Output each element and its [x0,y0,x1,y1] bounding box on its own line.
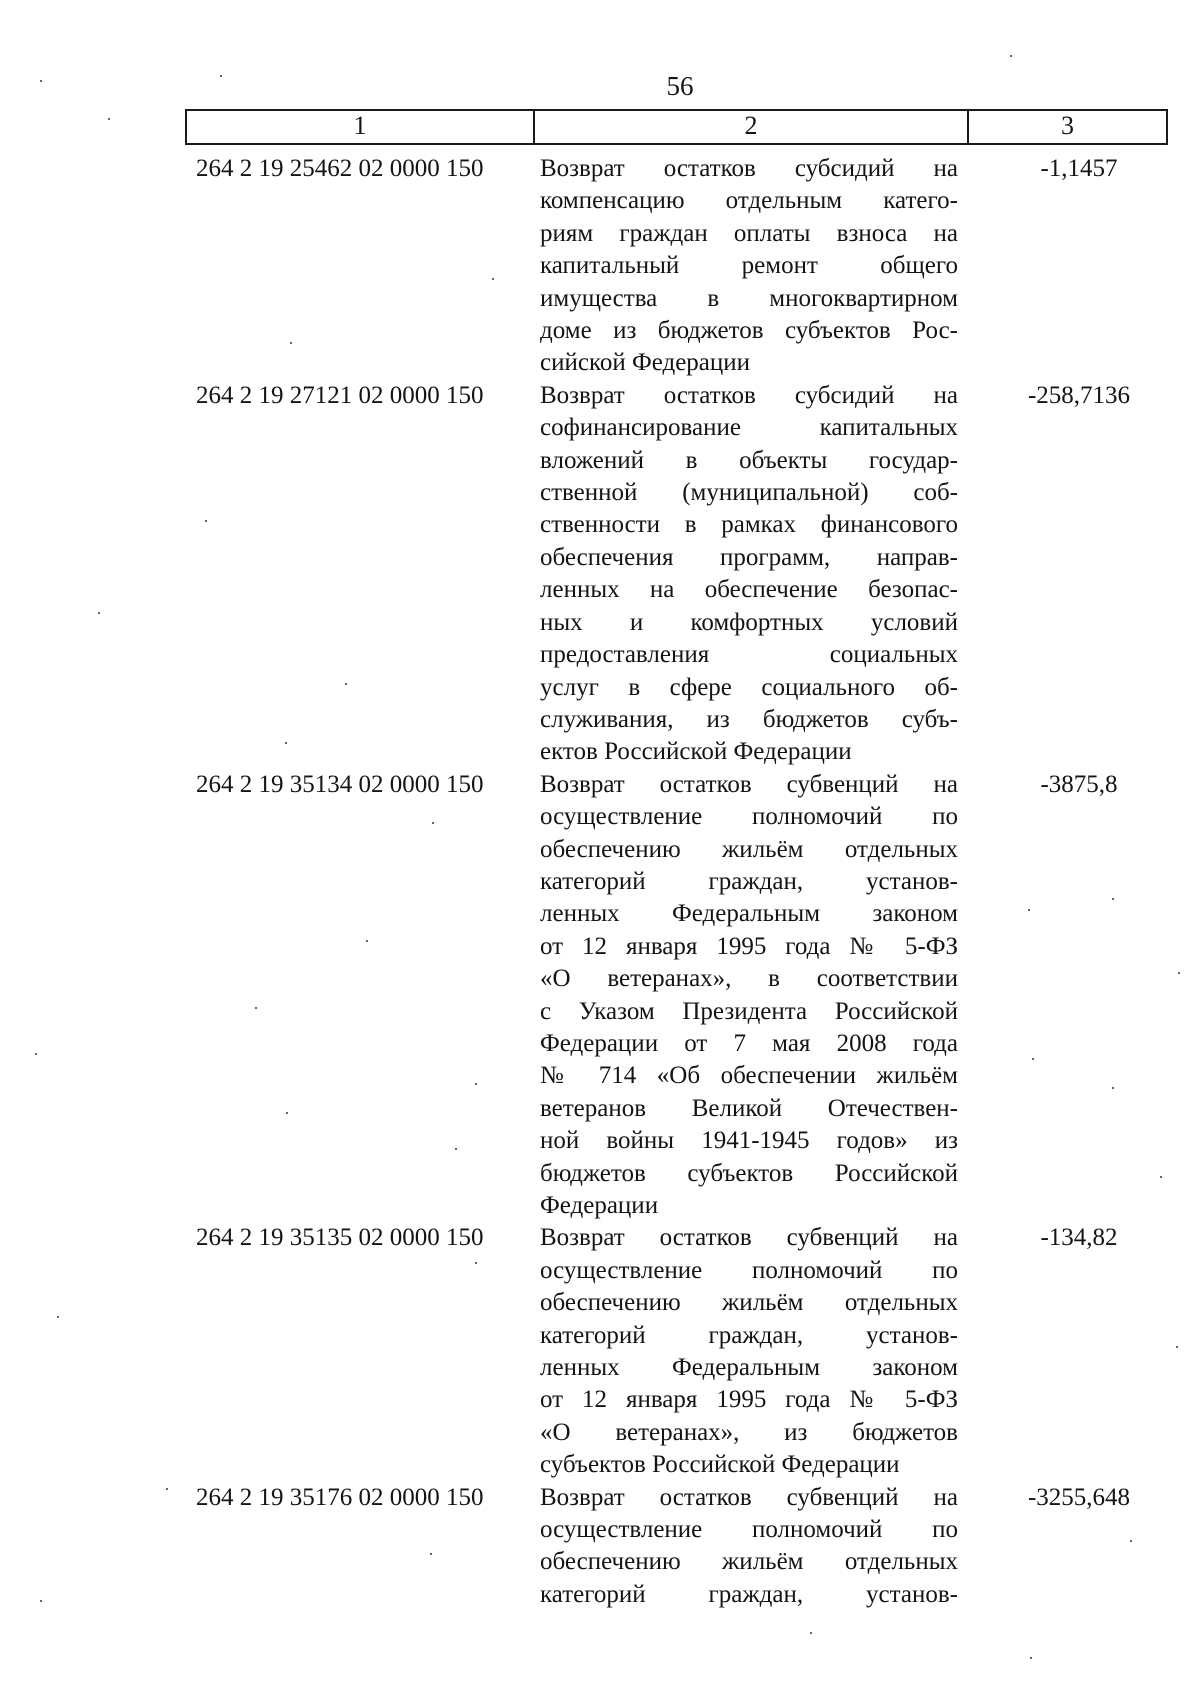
description-line: категорий граждан, установ- [540,1321,958,1349]
scan-speck [40,1600,42,1602]
amount: -258,7136 [1027,381,1131,409]
description-line: служивания, из бюджетов субъ- [540,705,958,733]
description-line: осуществление полномочий по [540,1516,958,1544]
description-line: осуществление полномочий по [540,1256,958,1284]
description-line: софинансирование капитальных [540,414,958,442]
scan-speck [220,75,222,77]
description-line: ной войны 1941-1945 годов» из [540,1127,958,1155]
scan-speck [290,342,292,344]
description-line: сийской Федерации [540,349,751,377]
description [540,1482,958,1612]
description-line: от 12 января 1995 года № 5-ФЗ [540,932,958,960]
amount: -134,82 [1040,1224,1118,1252]
scan-speck [40,80,42,82]
budget-code: 264 2 19 35134 02 0000 150 [196,770,484,798]
scan-speck [345,683,347,685]
description-line: обеспечению жильём отдельных [540,1289,958,1317]
description-line: ектов Российской Федерации [540,738,852,766]
description-line: имущества в многоквартирном [540,284,958,312]
scan-speck [1010,55,1012,57]
table-row [190,769,1170,1223]
description-line: Федерации от 7 мая 2008 года [540,1029,958,1057]
table-header [185,109,1168,145]
scan-speck [1030,1657,1032,1659]
description-line: ленных на обеспечение безопас- [540,576,958,604]
description-line: от 12 января 1995 года № 5-ФЗ [540,1386,958,1414]
scan-speck [286,1112,288,1114]
description-line: обеспечению жильём отдельных [540,1548,958,1576]
scan-speck [285,742,287,744]
scan-speck [492,278,494,280]
scan-speck [475,1083,477,1085]
header-col-1: 1 [187,111,535,143]
scan-speck [205,520,207,522]
table-row [190,153,1170,380]
amount: -3875,8 [1040,770,1118,798]
scan-speck [1028,909,1030,911]
description-line: услуг в сфере социального об- [540,673,958,701]
scan-speck [1032,1058,1034,1060]
description-line: Возврат остатков субсидий на [540,155,958,182]
description-line: риям граждан оплаты взноса на [540,219,958,247]
description-line: доме из бюджетов субъектов Рос- [540,317,958,345]
scan-speck [255,1007,257,1009]
header-col-3: 3 [1061,111,1074,140]
scan-speck [1112,1087,1114,1089]
description-line: вложений в объекты государ- [540,446,958,474]
description [540,1222,958,1481]
amount: -3255,648 [1027,1483,1131,1511]
scan-speck [35,1053,37,1055]
description [540,153,958,380]
description-line: с Указом Президента Российской [540,997,958,1025]
description-line: обеспечению жильём отдельных [540,835,958,863]
description-line: ственности в рамках финансового [540,511,958,539]
description-line: Возврат остатков субвенций на [540,1224,958,1252]
header-col-2: 2 [535,111,969,143]
amount: -1,1457 [1040,155,1118,182]
table-row [190,1482,1170,1612]
description-line: ных и комфортных условий [540,608,958,636]
description [540,380,958,769]
description-line: ветеранов Великой Отечествен- [540,1094,958,1122]
budget-code: 264 2 19 35135 02 0000 150 [196,1224,484,1252]
description-line: Возврат остатков субвенций на [540,770,958,798]
description-line: категорий граждан, установ- [540,867,958,895]
scan-speck [810,1632,812,1634]
description-line: бюджетов субъектов Российской [540,1159,958,1187]
scan-speck [1112,898,1114,900]
description-line: Возврат остатков субвенций на [540,1483,958,1511]
scan-speck [430,1553,432,1555]
scan-speck [1130,1540,1132,1542]
description-line: ственной (муниципальной) соб- [540,479,958,507]
description-line: капитальный ремонт общего [540,252,958,280]
description [540,769,958,1223]
scan-speck [57,1316,59,1318]
description-line: Федерации [540,1192,659,1219]
description-line: «О ветеранах», из бюджетов [540,1418,958,1446]
description-line: № 714 «Об обеспечении жильём [540,1062,958,1090]
scan-speck [1178,972,1180,974]
description-line: ленных Федеральным законом [540,1354,958,1382]
description-line: осуществление полномочий по [540,803,958,831]
table-row [190,380,1170,769]
description-line: категорий граждан, установ- [540,1580,958,1608]
description-line: компенсацию отдельным катего- [540,187,958,215]
scan-speck [166,1488,168,1490]
scan-speck [98,612,100,614]
budget-code: 264 2 19 35176 02 0000 150 [196,1483,484,1511]
scan-speck [108,118,110,120]
description-line: субъектов Российской Федерации [540,1451,900,1479]
scan-speck [455,1148,457,1150]
budget-code: 264 2 19 25462 02 0000 150 [196,155,484,182]
scan-speck [432,822,434,824]
scan-speck [475,1262,477,1264]
description-line: «О ветеранах», в соответствии [540,965,958,993]
description-line: Возврат остатков субсидий на [540,381,958,409]
description-line: предоставления социальных [540,641,958,669]
scan-speck [1176,1346,1178,1348]
page-number: 56 [666,71,694,101]
description-line: ленных Федеральным законом [540,900,958,928]
description-line: обеспечения программ, направ- [540,543,958,571]
table-body [190,153,1170,1611]
scan-speck [366,940,368,942]
budget-code: 264 2 19 27121 02 0000 150 [196,381,484,409]
scan-speck [1160,1176,1162,1178]
table-row [190,1222,1170,1481]
